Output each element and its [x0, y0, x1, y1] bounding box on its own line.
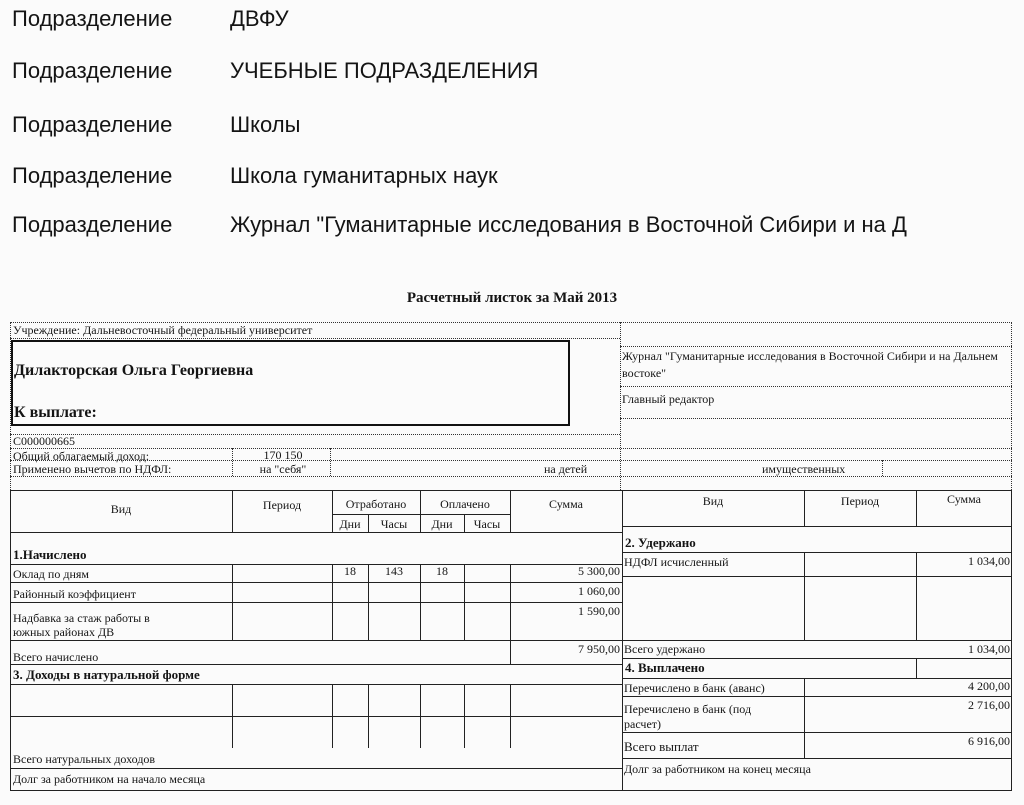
- advance-label: Перечислено в банк (аванс): [624, 681, 765, 695]
- divider: [622, 758, 1012, 759]
- divider: [10, 532, 622, 533]
- deduction-self: на "себя": [259, 462, 307, 476]
- col-paid: Оплачено: [440, 497, 490, 511]
- col-days-paid: Дни: [431, 517, 453, 531]
- divider: [10, 338, 620, 339]
- divider: [620, 346, 1012, 347]
- department-value: ДВФУ: [230, 6, 289, 31]
- divider: [368, 684, 369, 748]
- divider: [10, 716, 622, 717]
- divider: [420, 684, 421, 748]
- col-kind-right: Вид: [702, 494, 724, 508]
- row-coef-sum: 1 060,00: [578, 584, 620, 598]
- department-line: [12, 163, 498, 189]
- divider: [10, 434, 620, 435]
- divider: [10, 476, 1012, 477]
- paid-total-sum: 6 916,00: [968, 734, 1010, 748]
- department-value: Журнал "Гуманитарные исследования в Восточной Сибири и на Д: [230, 212, 907, 237]
- divider: [620, 322, 621, 490]
- settlement-label-1: Перечислено в банк (под: [624, 702, 752, 716]
- department-value: Школы: [230, 112, 301, 137]
- divider: [622, 552, 1012, 553]
- debt-start-label: Долг за работником на начало месяца: [13, 772, 206, 786]
- income-label: Общий облагаемый доход:: [13, 449, 150, 463]
- divider: [10, 790, 1012, 791]
- divider: [622, 732, 1012, 733]
- row-salary-sum: 5 300,00: [578, 564, 620, 578]
- col-sum: Сумма: [549, 497, 583, 511]
- row-salary-days-paid: 18: [436, 564, 448, 578]
- employee-name: Дилакторская Ольга Георгиевна: [14, 362, 254, 379]
- divider: [804, 678, 805, 758]
- divider: [1011, 322, 1012, 490]
- department-line: [12, 6, 289, 32]
- divider: [10, 602, 622, 603]
- row-salary-name: Оклад по дням: [13, 567, 89, 581]
- col-worked: Отработано: [345, 497, 407, 511]
- section-paid: 4. Выплачено: [625, 660, 705, 675]
- settlement-label-2: расчет): [624, 717, 662, 731]
- divider: [10, 768, 622, 769]
- section-natural-income: 3. Доходы в натуральной форме: [13, 667, 200, 682]
- row-coef-name: Районный коэффициент: [13, 587, 136, 601]
- ndfl-sum: 1 034,00: [968, 554, 1010, 568]
- col-kind: Вид: [110, 502, 132, 516]
- deduction-children: на детей: [544, 462, 588, 476]
- divider: [464, 684, 465, 748]
- deductions-label: Применено вычетов по НДФЛ:: [13, 462, 172, 476]
- divider: [620, 386, 1012, 387]
- paid-total-label: Всего выплат: [624, 739, 699, 754]
- col-days-worked: Дни: [339, 517, 361, 531]
- col-hours-paid: Часы: [473, 517, 501, 531]
- divider: [620, 418, 1012, 419]
- divider: [232, 564, 233, 640]
- row-salary-days-worked: 18: [344, 564, 356, 578]
- department-label: Подразделение: [12, 163, 173, 188]
- withheld-total-sum: 1 034,00: [968, 642, 1010, 656]
- divider: [10, 664, 622, 665]
- col-hours-worked: Часы: [380, 517, 408, 531]
- col-sum-right: Сумма: [947, 492, 981, 506]
- total-accrued-sum: 7 950,00: [578, 642, 620, 656]
- divider: [330, 448, 331, 476]
- settlement-sum: 2 716,00: [968, 698, 1010, 712]
- col-period-right: Период: [840, 494, 880, 508]
- section-withheld: 2. Удержано: [625, 535, 696, 550]
- department-label: Подразделение: [12, 58, 173, 83]
- department-label: Подразделение: [12, 112, 173, 137]
- col-period: Период: [262, 498, 302, 512]
- divider: [622, 526, 1012, 527]
- divider: [882, 460, 883, 476]
- department-label: Подразделение: [12, 212, 173, 237]
- divider: [332, 684, 333, 748]
- divider: [804, 552, 805, 640]
- section-accrued: 1.Начислено: [13, 547, 87, 562]
- row-salary-hours-worked: 143: [385, 564, 403, 578]
- department-line: [12, 112, 300, 138]
- institution-label: Учреждение: Дальневосточный федеральный университет: [13, 323, 313, 337]
- divider: [332, 514, 510, 515]
- divider: [10, 684, 622, 685]
- to-pay-label: К выплате:: [14, 404, 97, 421]
- journal-name: [622, 348, 1010, 382]
- divider: [232, 684, 233, 748]
- natural-income-total: Всего натуральных доходов: [13, 752, 156, 766]
- department-value: Школа гуманитарных наук: [230, 163, 498, 188]
- position-title: Главный редактор: [622, 392, 715, 406]
- divider: [622, 640, 1012, 641]
- employee-code: С000000665: [13, 434, 76, 448]
- divider: [510, 684, 511, 748]
- income-value: 170 150: [263, 448, 303, 462]
- row-bonus-name-1: Надбавка за стаж работы в: [13, 611, 150, 625]
- divider: [232, 448, 233, 476]
- divider: [622, 658, 1012, 659]
- deduction-property: имущественных: [762, 462, 846, 476]
- divider: [10, 582, 622, 583]
- debt-end-label: Долг за работником на конец месяца: [624, 762, 811, 776]
- payslip-sheet: [10, 322, 1012, 792]
- department-label: Подразделение: [12, 6, 173, 31]
- divider: [10, 490, 1012, 491]
- row-bonus-sum: 1 590,00: [578, 604, 620, 618]
- divider: [10, 448, 1012, 449]
- total-accrued-label: Всего начислено: [13, 650, 99, 664]
- divider: [464, 564, 465, 640]
- payslip-title: Расчетный листок за Май 2013: [406, 290, 618, 306]
- divider: [916, 658, 917, 678]
- withheld-total-label: Всего удержано: [624, 642, 706, 656]
- row-bonus-name-2: южных районах ДВ: [13, 625, 115, 639]
- divider: [622, 576, 1012, 577]
- divider: [10, 640, 622, 641]
- divider: [10, 460, 1012, 461]
- journal-text: Журнал "Гуманитарные исследования в Восточной Сибири и на Дальнем востоке": [622, 349, 998, 380]
- department-value: УЧЕБНЫЕ ПОДРАЗДЕЛЕНИЯ: [230, 58, 539, 83]
- department-line: [12, 212, 907, 238]
- advance-sum: 4 200,00: [968, 679, 1010, 693]
- divider: [622, 696, 1012, 697]
- ndfl-label: НДФЛ исчисленный: [624, 555, 729, 569]
- department-line: [12, 58, 538, 84]
